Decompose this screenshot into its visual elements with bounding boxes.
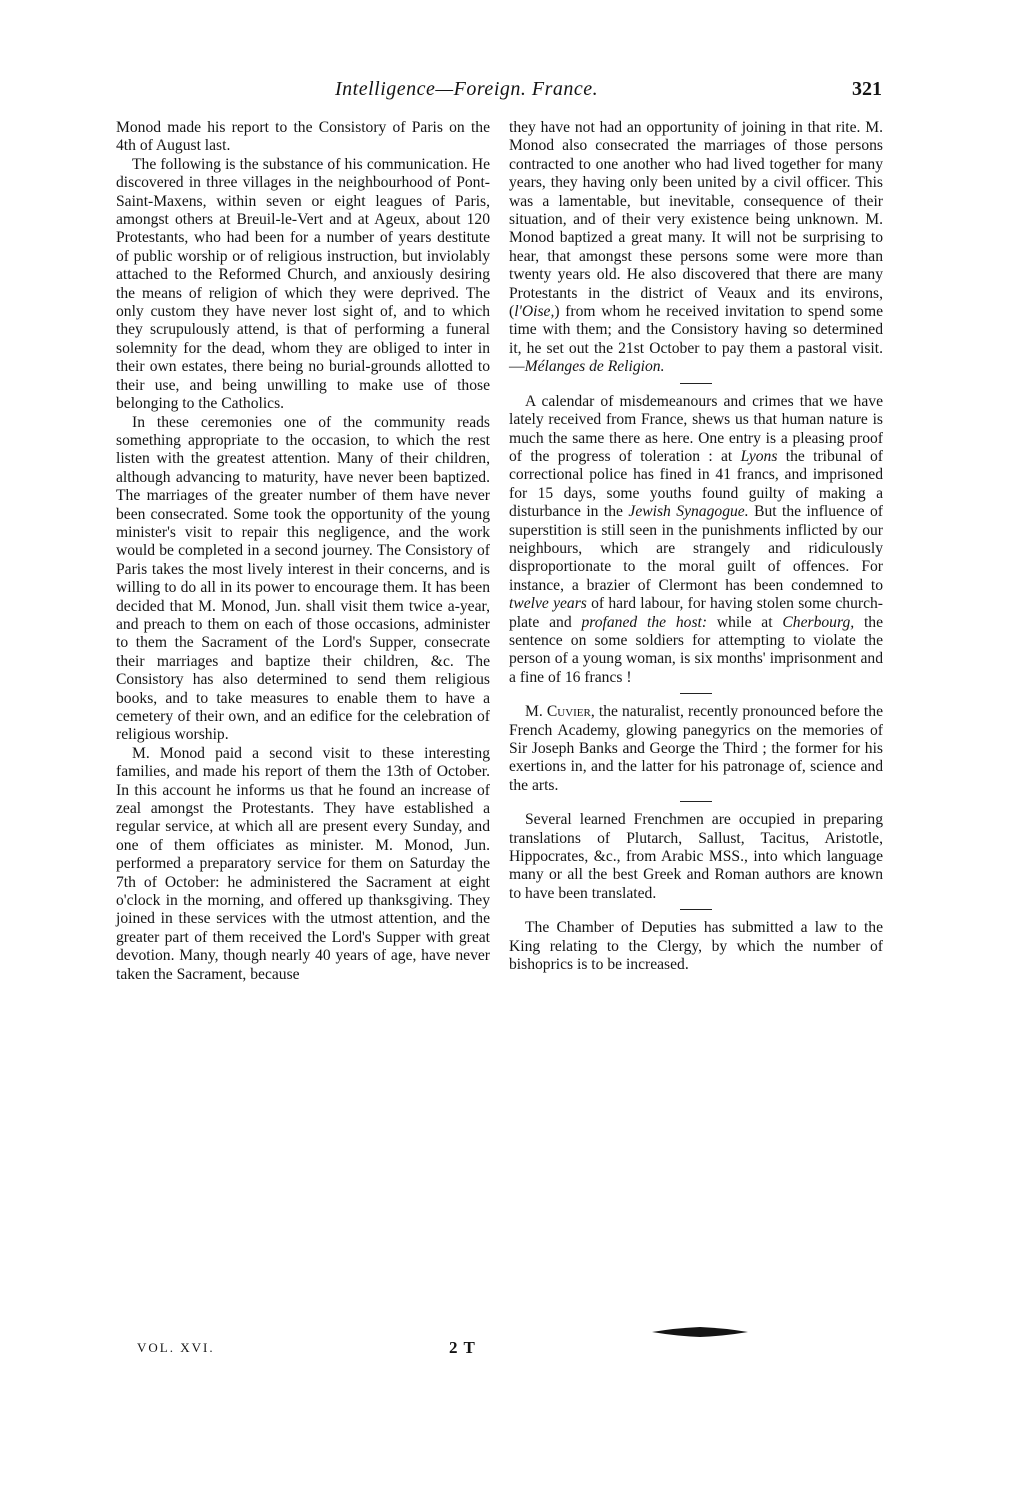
left-paragraph-3: In these ceremonies one of the community reads something appropriate to the occasion, to which the rest listen with the greatest attention. Many of their children, although advancing to maturity, have never been baptized. The marriages of the greater number of them have never been consecrated. Some took the opportunity of the young minister's visit to repair this negligence, and the work would be completed in a second journey. The Consistory of Paris takes the most lively interest in their concerns, and is willing to do all in its power to encourage them. It has been decided that M. Monod, Jun. shall visit them twice a-year, and preach to them on each of those occasions, administer to them the Sacrament of the Lord's Supper, consecrate their marriages and baptize their children, &c. The Consistory has also determined to send them religious books, and to take measures to enable them to have a cemetery of their own, and an edifice for the celebration of religious worship. xyxy=(116,413,490,744)
right-paragraph-3: M. Cuvier, the naturalist, recently pronounced before the French Academy, glowing panegyrics on the memories of Sir Joseph Banks and George the Third ; the former for his exertions in, and the latter for his patronage of, science and the arts. xyxy=(509,703,883,794)
source-citation: Mélanges de Religion. xyxy=(524,358,665,376)
left-paragraph-1: Monod made his report to the Consistory of Paris on the 4th of August last. xyxy=(116,119,490,155)
right-column xyxy=(509,119,883,974)
section-divider xyxy=(680,383,712,384)
right-paragraph-2: A calendar of misdemeanours and crimes that we have lately received from France, shews us that human nature is much the same there as here. One entry is a pleasing proof of the progress of toleration : at Lyons the tribunal of correctional police has fined in 41 francs, and imprisoned for 15 days, some youths found guilty of making a disturbance in the Jewish Synagogue. But the influence of superstition is still seen in the punishments inflicted by our neighbours, which are strangely and ridiculously disproportionate to the moral guilt of offences. For instance, a brazier of Clermont has been condemned to twelve years of hard labour, for having stolen some church-plate and profaned the host: while at Cherbourg, the sentence on some soldiers for attempting to violate the person of a young woman, is six months' imprisonment and a fine of 16 francs ! xyxy=(509,392,884,686)
running-header xyxy=(0,78,1026,104)
left-paragraph-4: M. Monod paid a second visit to these interesting families, and made his report of them the 13th of October. In this account he informs us that he found an increase of zeal amongst the Protestants. They have established a regular service, at which all are present every Sunday, and one of them officiates as minister. M. Monod, Jun. performed a preparatory service for them on Saturday the 7th of October: he administered the Sacrament at eight o'clock in the morning, and offered up thanksgiving. They joined in these services with the utmost attention, and the greater part of them received the Lord's Supper with great devotion. Many, though nearly 40 years of age, have never taken the Sacrament, because xyxy=(116,744,490,983)
left-column xyxy=(116,119,490,984)
section-divider xyxy=(680,693,712,694)
right-paragraph-5: The Chamber of Deputies has submitted a law to the King relating to the Clergy, by which the number of bishoprics is to be increased. xyxy=(509,919,883,974)
section-divider xyxy=(680,801,712,802)
tailpiece-ornament xyxy=(652,1325,748,1339)
volume-number: VOL. XVI. xyxy=(137,1340,215,1355)
signature-mark: 2 T xyxy=(449,1338,476,1357)
page-number: 321 xyxy=(852,78,882,100)
section-divider xyxy=(680,909,712,910)
right-paragraph-4: Several learned Frenchmen are occupied in preparing translations of Plutarch, Sallust, Tacitus, Aristotle, Hippocrates, &c., from Arabic MSS., into which language many or all the best Greek and Roman authors are known to have been translated. xyxy=(509,811,883,902)
running-title: Intelligence—Foreign. France. xyxy=(335,78,599,100)
left-paragraph-2: The following is the substance of his communication. He discovered in three villages in the neighbourhood of Pont-Saint-Maxens, within seven or eight leagues of Paris, amongst others at Breuil-le-Vert and at Ageux, about 120 Protestants, who had been for a number of years destitute of public worship or of religious instruction, but inviolably attached to the Reformed Church, and anxiously desiring the means of religion of which they were deprived. The only custom they have never lost sight of, and to which they scrupulously attend, is that of performing a funeral solemnity for the dead, whom they are obliged to inter in their own estates, there being no burial-grounds allotted to their use, and being unwilling to make use of those belonging to the Catholics. xyxy=(116,155,490,413)
right-paragraph-1: they have not had an opportunity of joining in that rite. M. Monod also consecrated the marriages of those persons contracted to one another who had lived together for many years, they having only been united by a civil officer. This was a lamentable, but inevitable, consequence of their situation, and of their very existence being unknown. M. Monod baptized a great many. It will not be surprising to hear, that amongst these persons some were more than twenty years old. He also discovered that there are many Protestants in the district of Veaux and its environs, (l'Oise,) from whom he received invitation to spend some time with them; and the Consistory having so determined it, he set out the 21st October to pay them a pastoral visit.—Mélanges de Religion. xyxy=(509,119,883,376)
